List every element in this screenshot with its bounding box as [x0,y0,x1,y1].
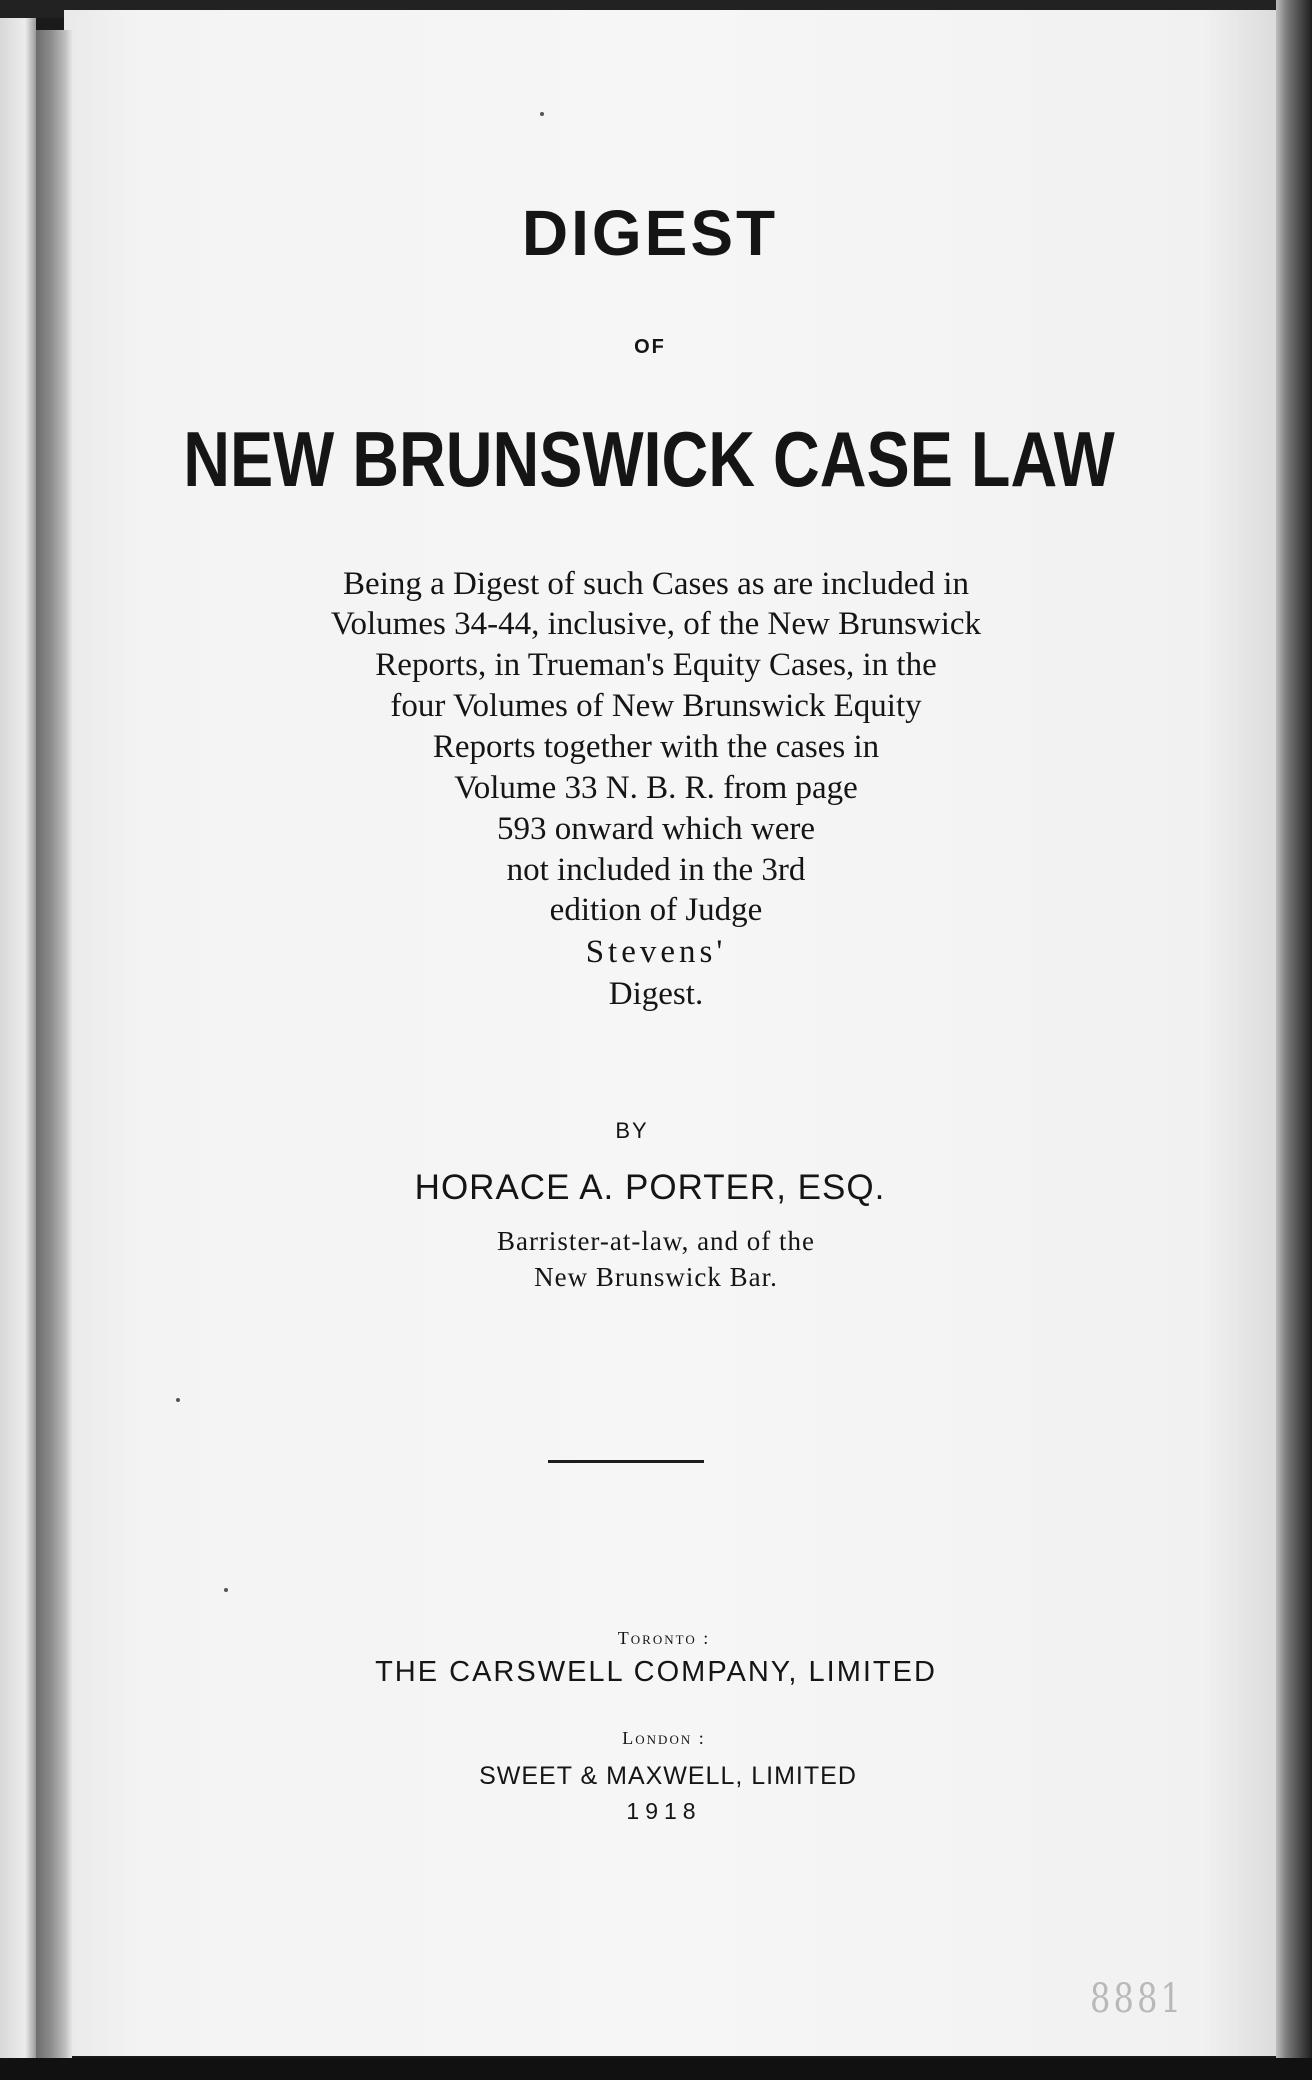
description-line: not included in the 3rd [506,852,806,888]
description-line: Volume 33 N. B. R. from page [454,770,858,806]
description-line: Being a Digest of such Cases as are included in [343,566,969,602]
description-line: edition of Judge [549,892,763,928]
author-name: HORACE A. PORTER, ESQ. [414,1168,886,1207]
description-line: Digest. [608,976,704,1012]
book-title: DIGEST [521,197,779,269]
book-gutter [36,30,72,2058]
book-subtitle: NEW BRUNSWICK CASE LAW [183,415,1115,503]
description-line: Stevens' [585,934,727,970]
title-connector: OF [634,336,666,358]
horizontal-rule [548,1460,704,1463]
by-line: BY [615,1118,649,1143]
imprint-publisher-carswell: THE CARSWELL COMPANY, LIMITED [375,1656,937,1688]
scan-bottom-edge [0,2058,1312,2080]
description-line: Volumes 34-44, inclusive, of the New Brunswick [330,606,982,642]
description-line: Reports, in Trueman's Equity Cases, in the [375,647,937,683]
facing-page-edge [0,18,36,2058]
paper-speck [176,1398,180,1402]
author-credential: Barrister-at-law, and of the [496,1226,816,1256]
description-line: four Volumes of New Brunswick Equity [390,688,922,724]
description-line: 593 onward which were [497,811,815,847]
imprint-place-london: London : [622,1728,706,1748]
publication-year: 1918 [626,1798,702,1824]
library-stamp-number: 8881 [1090,1976,1185,2022]
description-line: Reports together with the cases in [432,729,880,765]
title-page [64,10,1276,2056]
author-credential: New Brunswick Bar. [534,1262,778,1292]
imprint-place-toronto: Toronto : [617,1628,711,1648]
paper-speck [224,1588,228,1592]
paper-speck [540,112,544,116]
imprint-publisher-sweet-maxwell: SWEET & MAXWELL, LIMITED [479,1762,857,1790]
